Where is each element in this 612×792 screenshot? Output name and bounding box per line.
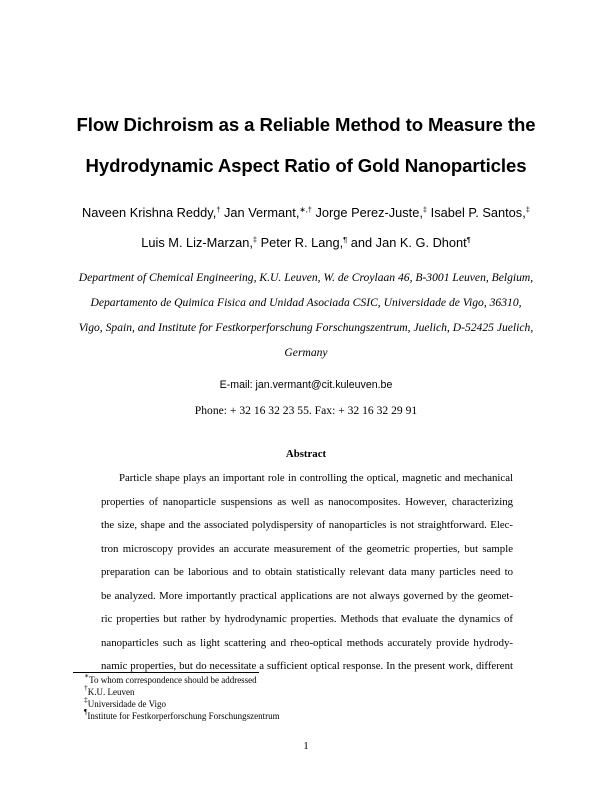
abstract-line: Particle shape plays an important role in controlling the optical, magnetic and mechanical	[119, 472, 513, 484]
affiliation-line-3: Vigo, Spain, and Institute for Festkorperforschung Forschungszentrum, Juelich, D-52425 Juelich,	[78, 321, 534, 334]
author-name: and Jan K. G. Dhont	[350, 235, 467, 250]
author-mark: ‡	[252, 235, 258, 244]
footnote-mark: †	[84, 683, 88, 692]
author-name: Isabel P. Santos,	[430, 205, 526, 220]
footnote-mark: ∗	[84, 671, 90, 680]
affiliation-line-1: Department of Chemical Engineering, K.U. Leuven, W. de Croylaan 46, B-3001 Leuven, Belgium,	[78, 271, 534, 284]
abstract-line: the size, shape and the associated polydispersity of nanoparticles is not straightforward. Elec-	[101, 519, 513, 531]
affiliation-line-4: Germany	[284, 346, 328, 359]
abstract-line: be analyzed. More importantly practical applications are not always governed by the geomet-	[101, 590, 513, 602]
author-mark: ‡	[422, 205, 428, 214]
abstract-line: properties of nanoparticle suspensions as well as nanocomposites. However, characterizing	[101, 496, 513, 508]
abstract-line: preparation can be laborious and to obtain statistically relevant data many particles need to	[101, 566, 513, 578]
footnote-mark: ¶	[84, 707, 88, 716]
footnote-juelich	[84, 707, 280, 721]
author-name: Naveen Krishna Reddy,	[82, 205, 217, 220]
footnote-mark: ‡	[84, 695, 88, 704]
footnote-text: Universidade de Vigo	[87, 699, 167, 709]
abstract-line: namic properties, but do necessitate a sufficient optical response. In the present work, different	[101, 660, 513, 672]
paper-title-line-1: Flow Dichroism as a Reliable Method to Measure the	[76, 114, 536, 135]
contact-phone: Phone: + 32 16 32 23 55. Fax: + 32 16 32 29 91	[194, 404, 418, 417]
abstract-heading: Abstract	[285, 448, 327, 460]
abstract-line: nanoparticles such as light scattering and rheo-optical methods accurately provide hydrody-	[101, 637, 513, 649]
author-name: Luis M. Liz-Marzan,	[141, 235, 253, 250]
paper-title-line-2: Hydrodynamic Aspect Ratio of Gold Nanoparticles	[85, 155, 527, 176]
author-name: Peter R. Lang,	[260, 235, 344, 250]
author-line-1	[0, 205, 612, 220]
affiliation-line-2: Departamento de Quimica Fisica and Unidad Asociada CSIC, Universidade de Vigo, 36310,	[90, 296, 522, 309]
author-mark: †	[216, 205, 221, 214]
author-line-2	[0, 235, 612, 250]
footnote-text: Institute for Festkorperforschung Forschungszentrum	[87, 711, 280, 721]
footnote-corresponding	[84, 671, 257, 685]
footnote-text: To whom correspondence should be addressed	[89, 675, 257, 685]
contact-email: E-mail: jan.vermant@cit.kuleuven.be	[219, 379, 393, 391]
footnote-vigo	[84, 695, 167, 709]
page-number: 1	[303, 740, 309, 752]
footnote-divider	[73, 672, 259, 673]
author-mark: ∗,†	[299, 205, 312, 214]
author-name: Jan Vermant,	[224, 205, 300, 220]
abstract-line: ric properties but rather by hydrodynamic properties. Methods that evaluate the dynamics of	[101, 613, 513, 625]
abstract-line: tron microscopy provides an accurate measurement of the geometric properties, but sample	[101, 543, 513, 555]
author-name: Jorge Perez-Juste,	[315, 205, 423, 220]
footnote-leuven	[84, 683, 135, 697]
author-mark: ¶	[343, 235, 348, 244]
footnote-text: K.U. Leuven	[87, 687, 135, 697]
author-mark: ‡	[525, 205, 530, 214]
author-mark: ¶	[466, 235, 471, 244]
